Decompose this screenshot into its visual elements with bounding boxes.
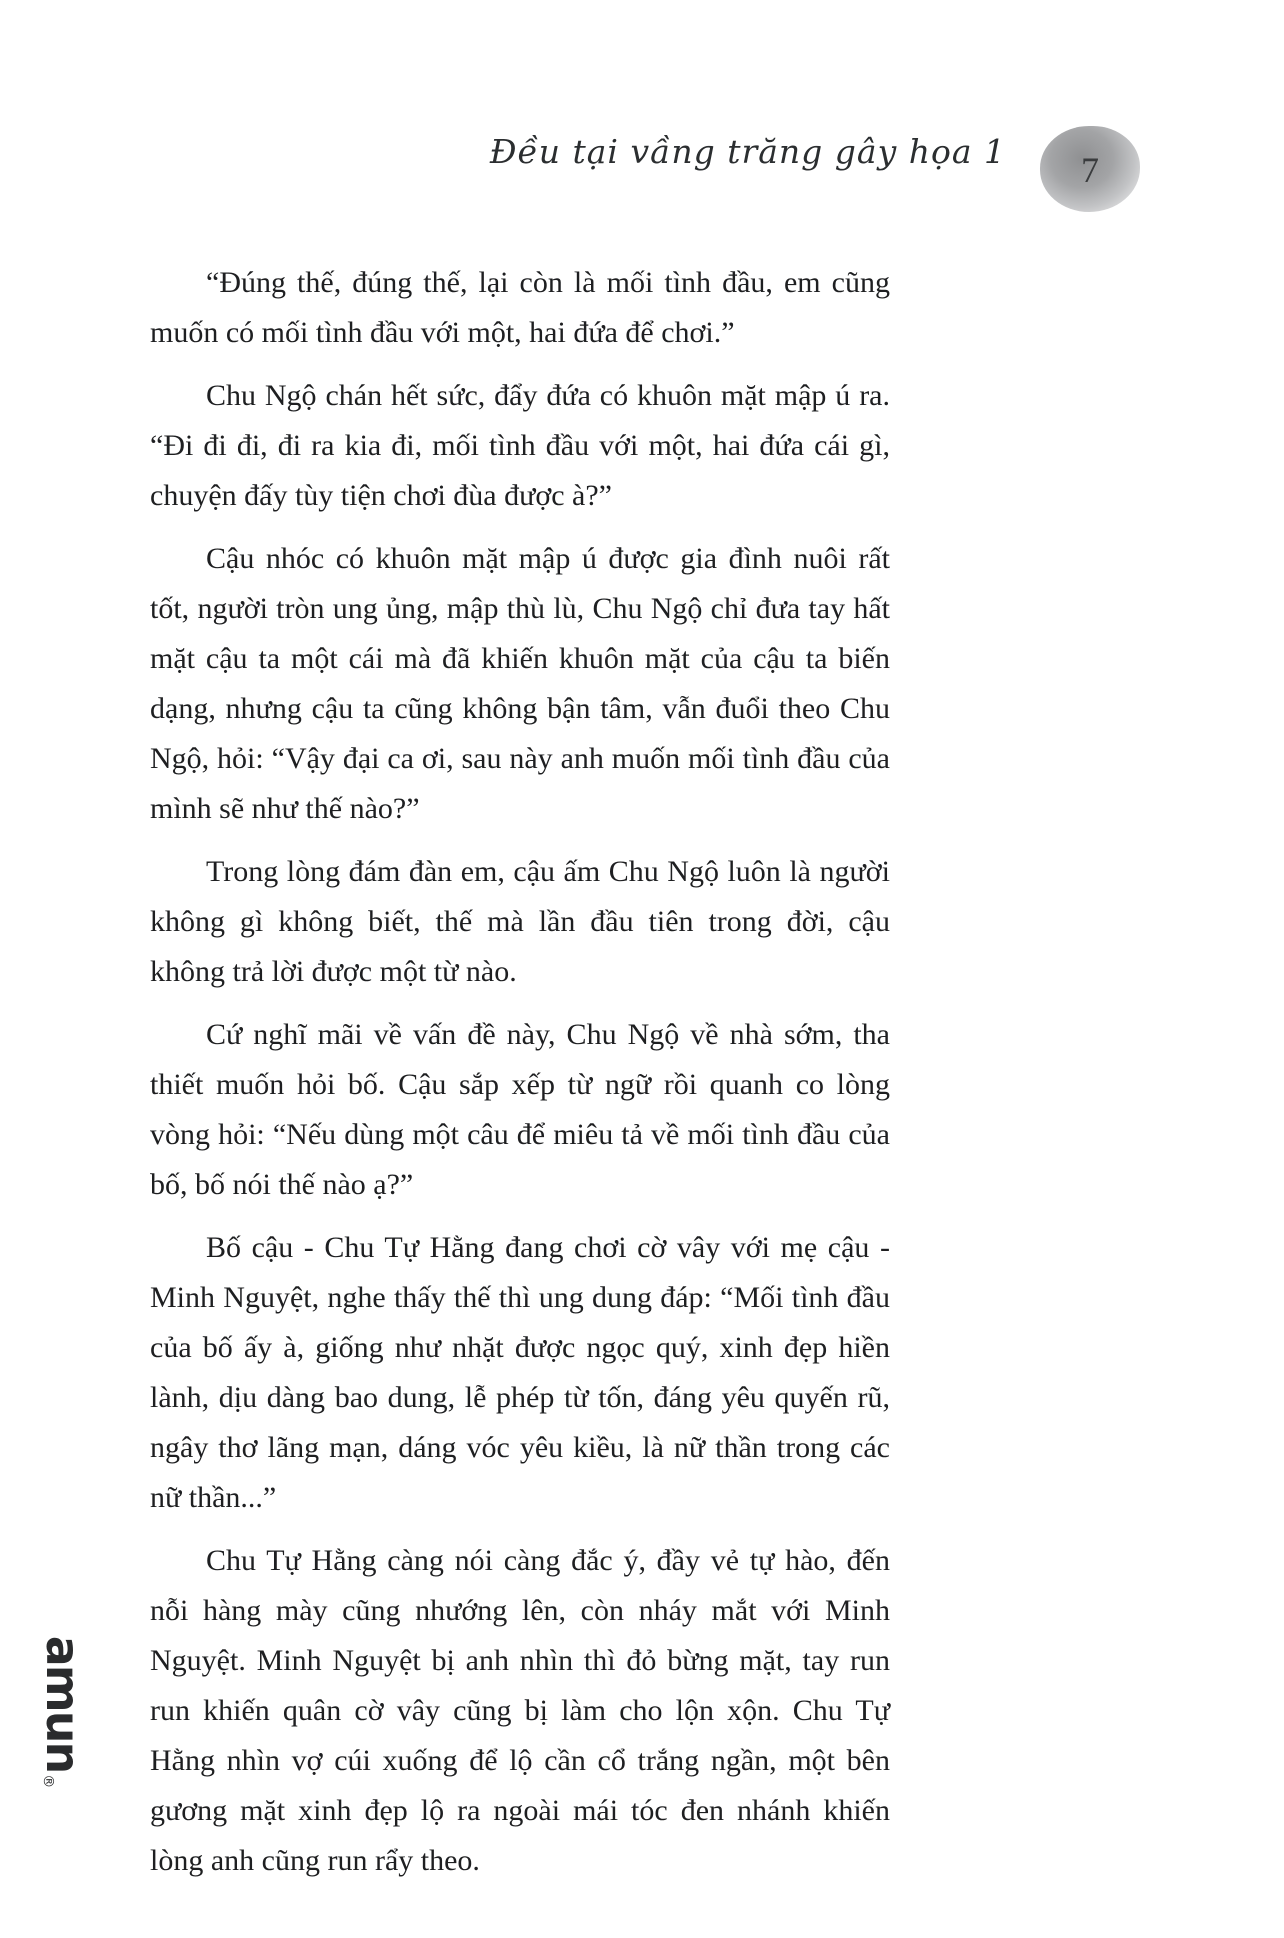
page-body-text bbox=[150, 258, 890, 1899]
paragraph: “Đúng thế, đúng thế, lại còn là mối tình đầu, em cũng muốn có mối tình đầu với một, hai đứa để chơi.” bbox=[150, 266, 890, 349]
page-number-badge bbox=[1040, 126, 1140, 212]
running-header bbox=[0, 118, 1284, 228]
registered-mark-icon: ® bbox=[40, 1773, 56, 1786]
paragraph: Bố cậu - Chu Tự Hằng đang chơi cờ vây với mẹ cậu - Minh Nguyệt, nghe thấy thế thì ung dung đáp: “Mối tình đầu của bố ấy à, giống như nhặt được ngọc quý, xinh đẹp hiền lành, dịu dàng bao dung, lễ phép từ tốn, đáng yêu quyến rũ, ngây thơ lãng mạn, dáng vóc yêu kiều, là nữ thần trong các nữ thần...” bbox=[150, 1231, 890, 1514]
paragraph: Chu Ngộ chán hết sức, đẩy đứa có khuôn mặt mập ú ra. “Đi đi đi, đi ra kia đi, mối tình đầu với một, hai đứa cái gì, chuyện đấy tùy tiện chơi đùa được à?” bbox=[150, 379, 890, 512]
paragraph: Chu Tự Hằng càng nói càng đắc ý, đầy vẻ tự hào, đến nỗi hàng mày cũng nhướng lên, còn nháy mắt với Minh Nguyệt. Minh Nguyệt bị anh nhìn thì đỏ bừng mặt, tay run run khiến quân cờ vây cũng bị làm cho lộn xộn. Chu Tự Hằng nhìn vợ cúi xuống để lộ cần cổ trắng ngần, một bên gương mặt xinh đẹp lộ ra ngoài mái tóc đen nhánh khiến lòng anh cũng run rẩy theo. bbox=[150, 1544, 890, 1877]
book-title: Đều tại vầng trăng gây họa 1 bbox=[489, 132, 1006, 171]
paragraph: Trong lòng đám đàn em, cậu ấm Chu Ngộ luôn là người không gì không biết, thế mà lần đầu tiên trong đời, cậu không trả lời được một từ nào. bbox=[150, 855, 890, 988]
paragraph: Cứ nghĩ mãi về vấn đề này, Chu Ngộ về nhà sớm, tha thiết muốn hỏi bố. Cậu sắp xếp từ ngữ rồi quanh co lòng vòng hỏi: “Nếu dùng một câu để miêu tả về mối tình đầu của bố, bố nói thế nào ạ?” bbox=[150, 1018, 890, 1201]
publisher-logo bbox=[18, 1618, 108, 1803]
paragraph: Cậu nhóc có khuôn mặt mập ú được gia đình nuôi rất tốt, người tròn ung ủng, mập thù lù, Chu Ngộ chỉ đưa tay hất mặt cậu ta một cái mà đã khiến khuôn mặt của cậu ta biến dạng, nhưng cậu ta cũng không bận tâm, vẫn đuổi theo Chu Ngộ, hỏi: “Vậy đại ca ơi, sau này anh muốn mối tình đầu của mình sẽ như thế nào?” bbox=[150, 542, 890, 825]
page-number: 7 bbox=[1081, 150, 1099, 190]
publisher-logo-text: amun bbox=[36, 1635, 90, 1772]
